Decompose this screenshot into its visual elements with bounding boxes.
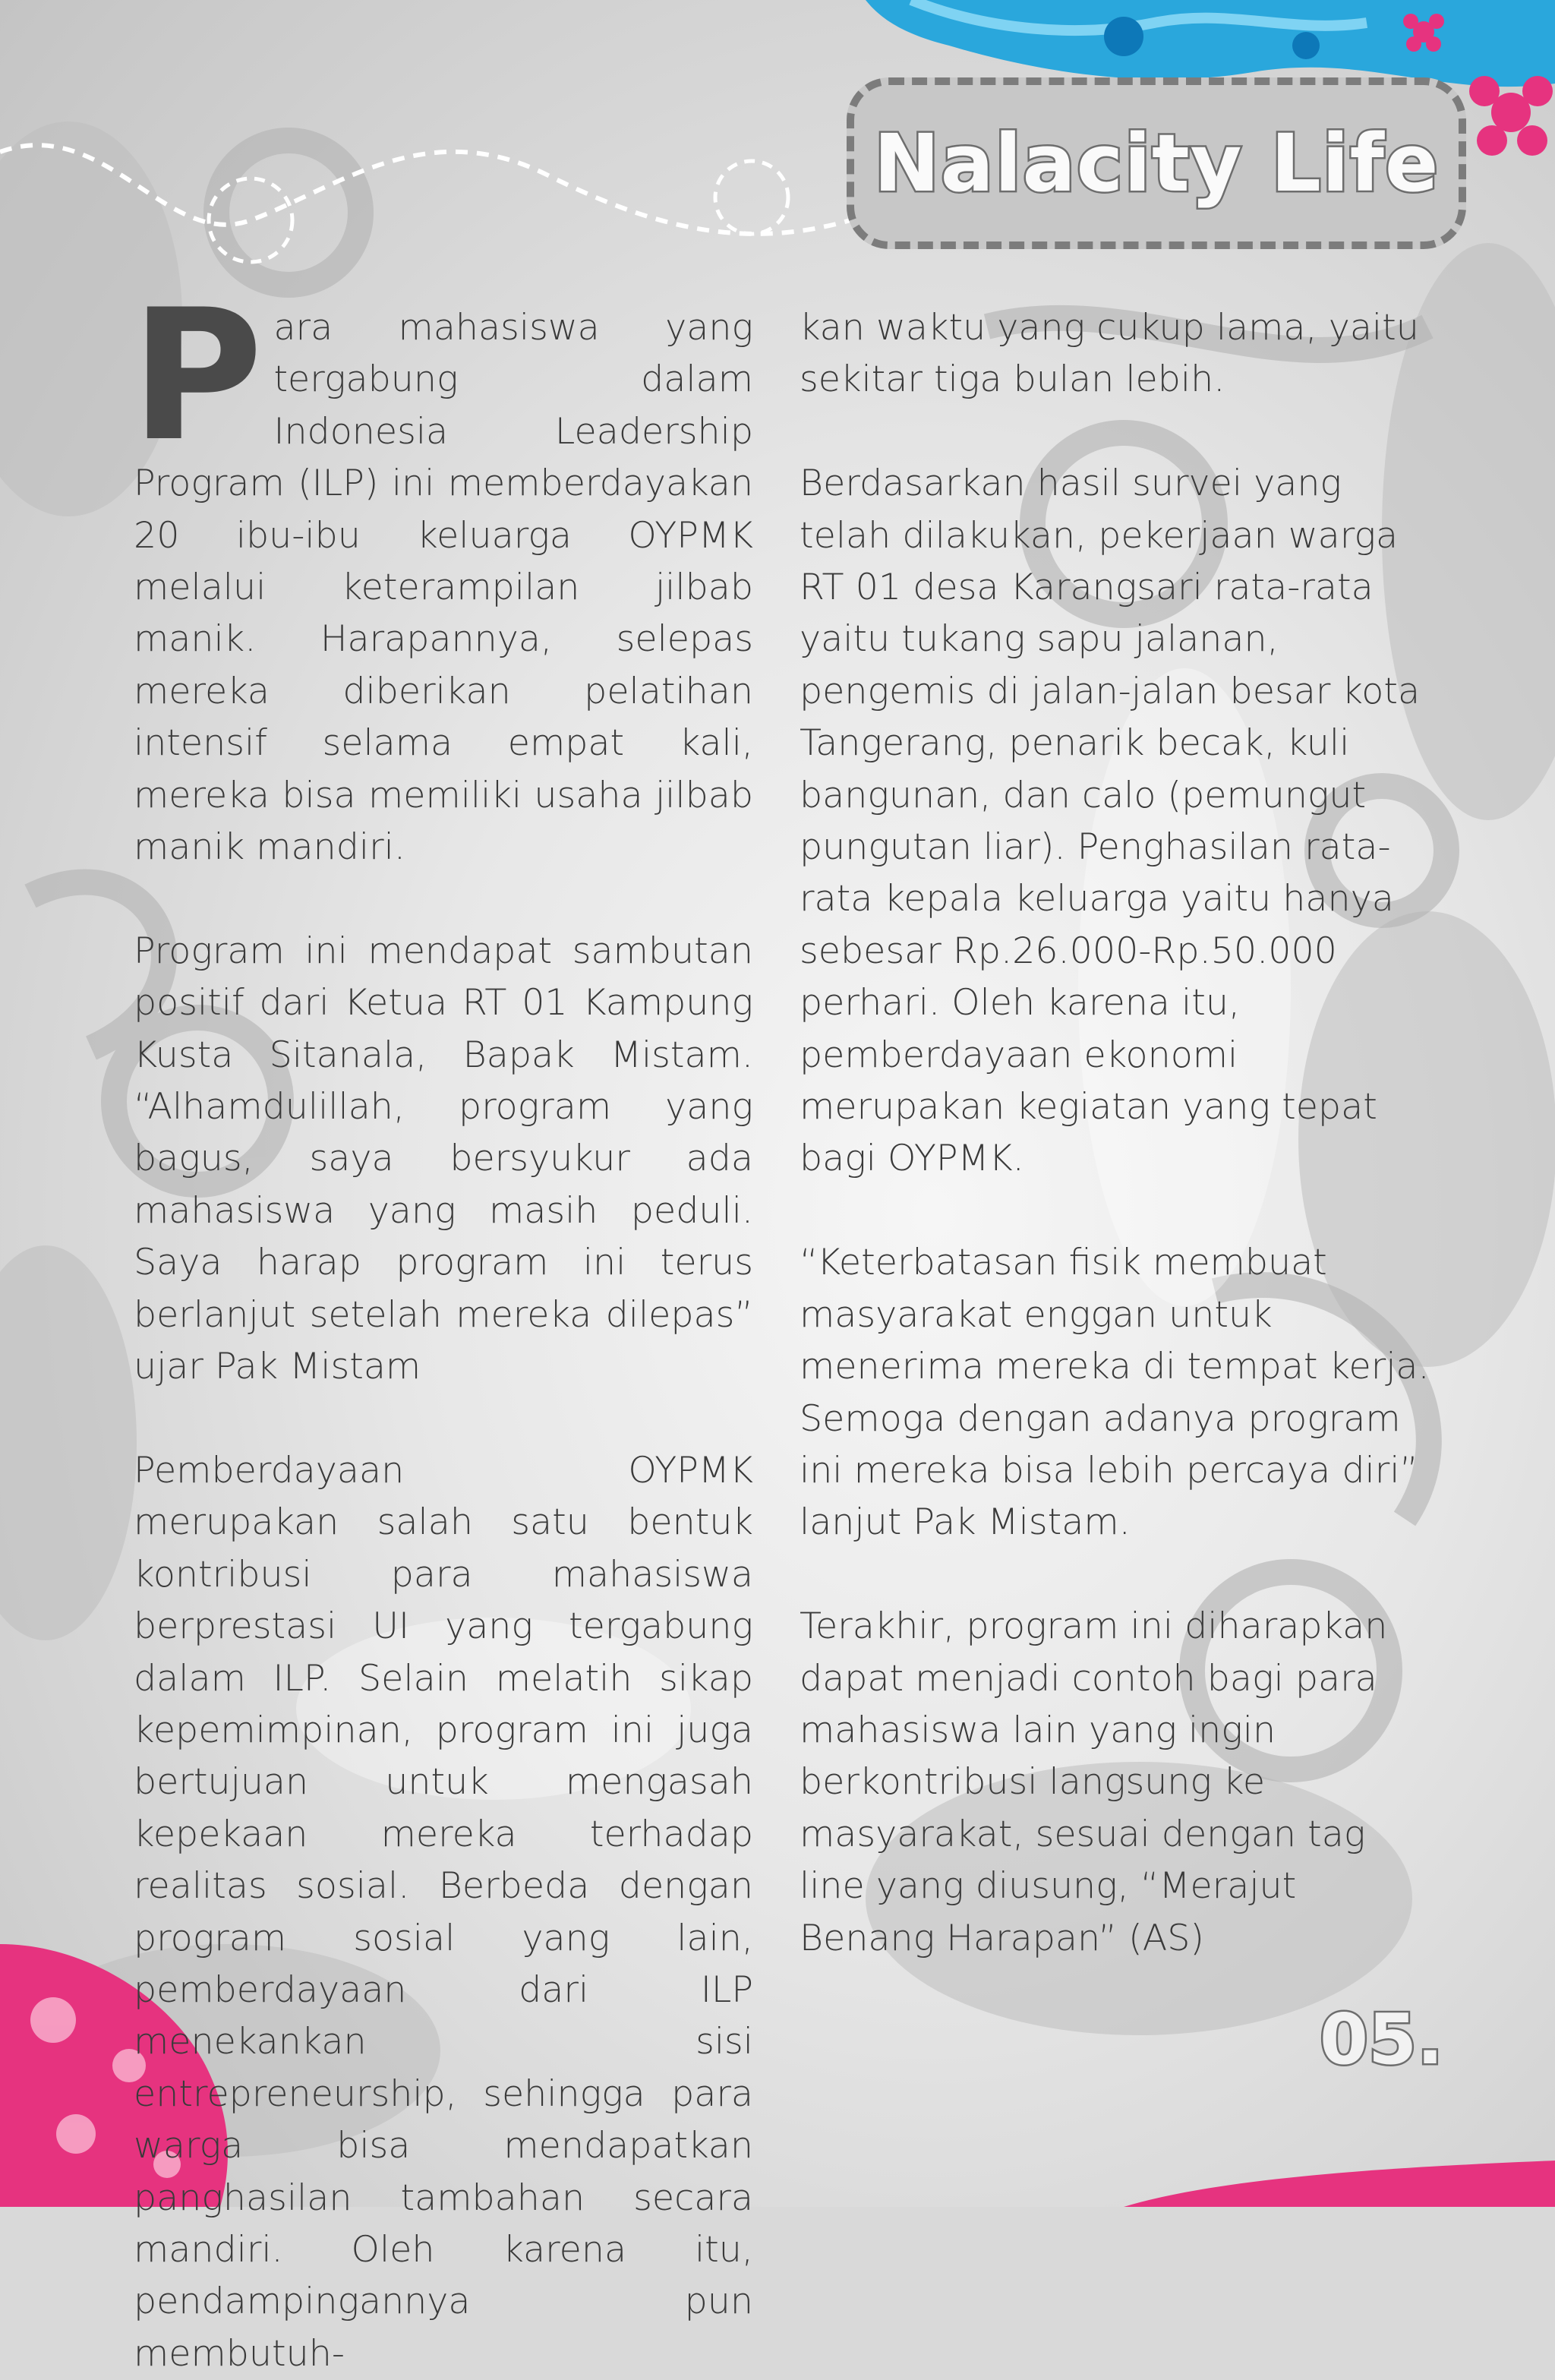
- section-title: Nalacity Life: [873, 117, 1440, 210]
- drop-cap: P: [131, 271, 263, 481]
- article-paragraph: “Keterbatasan fisik membuat masyarakat enggan untuk menerima mereka di tempat kerja. Semoga dengan adanya program ini mereka bisa lebih percaya diri” lanjut Pak Mistam.: [800, 1242, 1430, 1544]
- page-number: 05.: [1320, 1999, 1443, 2080]
- paragraph-text: ara mahasiswa yang tergabung dalam Indonesia Leadership Program (ILP) ini memberdayakan 20 ibu-ibu keluarga OYPMK melalui keterampilan jilbab manik. Harapannya, selepas mereka diberikan pelatihan intensif selama empat kali, mereka bisa memiliki usaha jilbab manik mandiri.: [134, 307, 753, 869]
- article-paragraph: Terakhir, program ini diharapkan dapat menjadi contoh bagi para mahasiswa lain yang ingin berkontribusi langsung ke masyarakat, sesuai dengan tag line yang diusung, “Merajut Benang Harapan” (AS): [800, 1605, 1388, 1959]
- article-column-right: [800, 302, 1430, 1965]
- article-column-left: [131, 271, 753, 2380]
- section-header-tag: [847, 77, 1466, 249]
- article-paragraph: Program ini mendapat sambutan positif dari Ketua RT 01 Kampung Kusta Sitanala, Bapak Mistam. “Alhamdulillah, program yang bagus, saya bersyukur ada mahasiswa yang masih peduli. Saya harap program ini terus berlanjut setelah mereka dilepas” ujar Pak Mistam: [134, 930, 753, 1388]
- article-paragraph: Pemberdayaan OYPMK merupakan salah satu bentuk kontribusi para mahasiswa berprestasi UI yang tergabung dalam ILP. Selain melatih sikap kepemimpinan, program ini juga bertujuan untuk mengasah kepekaan mereka terhadap realitas sosial. Berbeda dengan program sosial yang lain, pemberdayaan dari ILP menekankan sisi entrepreneurship, sehingga para warga bisa mendapatkan panghasilan tambahan secara mandiri. Oleh karena itu, pendampingannya pun membutuh-: [134, 1449, 753, 2375]
- article-paragraph: kan waktu yang cukup lama, yaitu sekitar tiga bulan lebih.: [800, 307, 1419, 401]
- article-paragraph: Berdasarkan hasil survei yang telah dilakukan, pekerjaan warga RT 01 desa Karangsari rata-rata yaitu tukang sapu jalanan, pengemis di jalan-jalan besar kota Tangerang, penarik becak, kuli bangunan, dan calo (pemungut pungutan liar). Penghasilan rata-rata kepala keluarga yaitu hanya sebesar Rp.26.000-Rp.50.000 perhari. Oleh karena itu, pemberdayaan ekonomi merupakan kegiatan yang tepat bagi OYPMK.: [800, 462, 1421, 1180]
- article-paragraph: [131, 271, 753, 873]
